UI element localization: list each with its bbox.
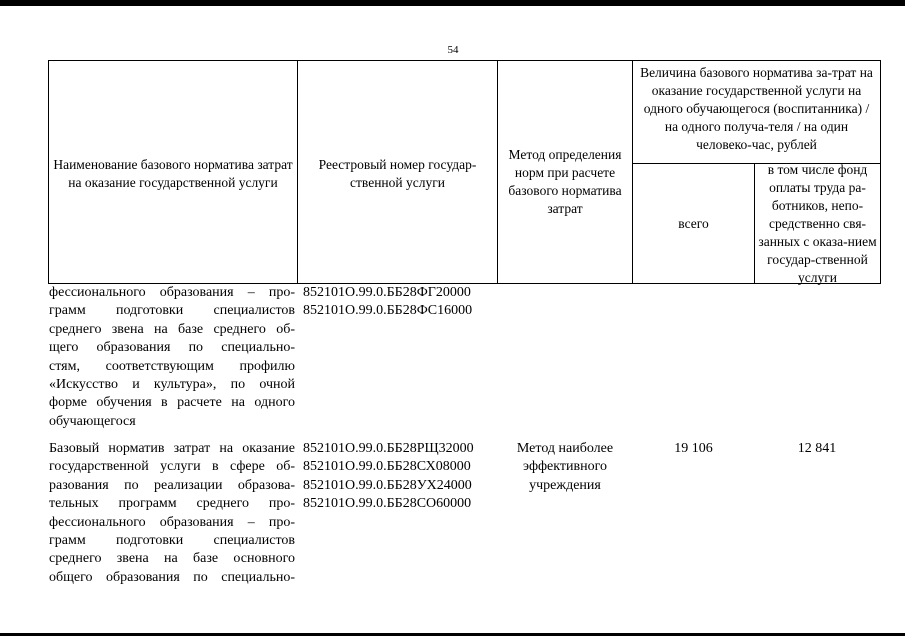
row-2-total-value: 19 106	[674, 441, 713, 456]
row-2-method	[505, 440, 625, 495]
row-1-registry-codes	[303, 284, 498, 321]
row-2-wage-fund-value: 12 841	[797, 441, 837, 456]
row-2-name	[49, 440, 295, 587]
row-2-name-line: грамм подготовки специалистов	[49, 533, 295, 549]
registry-code: 852101О.99.0.ББ28РЩ32000	[303, 441, 474, 456]
row-1-name-line: форме обучения в расчете на одного	[49, 395, 295, 411]
header-method-label: Метод определения норм при расчете базового норматива затрат	[508, 147, 622, 216]
row-2-name-line: разования по реализации образова-	[49, 477, 295, 493]
page-number: 54	[447, 44, 459, 56]
header-method-cell	[497, 60, 633, 284]
top-page-edge	[0, 0, 905, 6]
header-registry-cell	[297, 60, 498, 284]
row-1-name-line: обучающегося	[49, 413, 136, 429]
header-name-label: Наименование базового норматива затрат на оказание государственной услуги	[53, 157, 293, 190]
row-1-name-line: грамм подготовки специалистов	[49, 303, 295, 319]
row-1-name-line: стям, соответствующим профилю	[49, 358, 295, 374]
row-1-name-line: среднего звена на базе среднего об-	[49, 321, 295, 337]
row-1-name-line: «Искусство и культура», по очной	[49, 377, 295, 393]
header-registry-label: Реестровый номер государ-ственной услуги	[318, 157, 477, 190]
header-name-cell	[48, 60, 298, 284]
registry-code: 852101О.99.0.ББ28ФГ20000	[303, 285, 471, 300]
bottom-page-edge	[0, 633, 905, 636]
row-2-name-line: общего образования по специально-	[49, 569, 295, 585]
header-value-group-label: Величина базового норматива за-трат на оказание государственной услуги на одного обучающегося (воспитанника) / на одного получа-теля / на один человеко-час, рублей	[640, 65, 873, 152]
header-value-group-cell	[632, 60, 881, 164]
row-2-name-line: фессионального образования – про-	[49, 514, 295, 530]
row-2-registry-codes	[303, 440, 498, 514]
row-1-name-line: щего образования по специально-	[49, 340, 295, 356]
registry-code: 852101О.99.0.ББ28СХ08000	[303, 459, 471, 475]
registry-code: 852101О.99.0.ББ28СО60000	[303, 496, 472, 512]
registry-code: 852101О.99.0.ББ28ФС16000	[303, 303, 473, 319]
row-1-name-line: фессионального образования – про-	[49, 285, 295, 300]
header-wage-fund-cell	[754, 163, 881, 284]
header-wage-fund-label: в том числе фонд оплаты труда ра-ботников, непо-средственно свя-занных с оказа-нием государ-ственной услуги	[758, 161, 877, 285]
row-2-total	[638, 440, 749, 458]
row-2-name-line: среднего звена на базе основного	[49, 551, 295, 567]
registry-code: 852101О.99.0.ББ28УХ24000	[303, 477, 472, 493]
row-2-name-line: государственной услуги в сфере об-	[49, 459, 295, 475]
header-total-cell	[632, 163, 755, 284]
row-2-name-line: тельных программ среднего про-	[49, 496, 295, 512]
row-2-name-line: Базовый норматив затрат на оказание	[49, 441, 295, 456]
row-2-method-text: Метод наиболее эффективного учреждения	[516, 441, 614, 493]
row-2-wage-fund	[757, 440, 877, 458]
row-1-name	[49, 284, 295, 431]
header-total-label: всего	[678, 215, 709, 231]
